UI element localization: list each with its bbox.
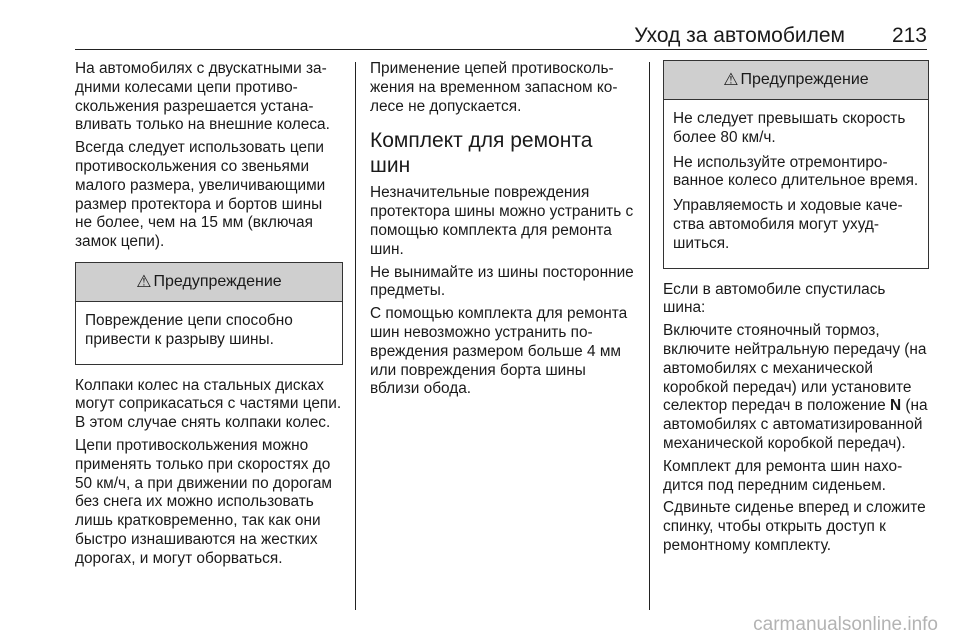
warning-box (75, 262, 343, 365)
warning-body (664, 100, 928, 268)
warning-label: Предупреждение (740, 70, 869, 88)
paragraph (663, 322, 929, 454)
warning-body (76, 302, 342, 364)
paragraph: С помощью комплекта для ремонта шин невозможно устранить повреждения размером больше 4 мм или повреждения борта шины вблизи обода. (370, 305, 628, 398)
watermark: carmanualsonline.info (753, 614, 938, 635)
header-rule (75, 49, 927, 50)
warning-box (663, 60, 929, 269)
warning-header (76, 263, 342, 302)
paragraph: Цепи противоскольжения можно применять только при скоростях до 50 км/ч, а при движении по дорогам без снега их можно использовать лишь кратковременно, так как они быстро изнашиваются на жестких дорогах, и могут оборваться. (75, 436, 332, 567)
paragraph: Комплект для ремонта шин находится под передним сиденьем. (663, 457, 903, 494)
paragraph: Применение цепей противоскольжения на временном запасном колесе не допускается. (370, 60, 618, 115)
column-divider (649, 62, 650, 610)
column-2 (370, 60, 636, 403)
paragraph: Всегда следует использовать цепи противоскольжения со звеньями малого размера, увеличивающими размер протектора и бортов шины не более, чем на 15 мм (включая замок цепи). (75, 139, 326, 251)
warning-text: Повреждение цепи способно привести к разрыву шины. (85, 311, 293, 348)
paragraph: Сдвиньте сиденье вперед и сложите спинку, чтобы открыть доступ к ремонтному комплекту. (663, 499, 926, 554)
text-run: Включите стояночный тормоз, включите нейтральную передачу (на автомобилях с механической коробкой передач) или установите селектор передач в положение (663, 322, 927, 415)
warning-text: Управляемость и ходовые качества автомобиля могут ухудшиться. (673, 197, 903, 252)
column-divider (355, 62, 356, 610)
warning-triangle-icon: ⚠ (723, 69, 739, 89)
paragraph: Если в автомобиле спустилась шина: (663, 280, 886, 317)
text-run: (на автомобилях с автоматизированной механической коробкой передач). (663, 397, 928, 452)
warning-text: Не используйте отремонтированное колесо длительное время. (673, 153, 919, 190)
page-header (75, 0, 927, 52)
gear-position-n: N (889, 397, 902, 415)
column-3 (663, 60, 929, 560)
warning-text: Не следует превышать скорость более 80 км/ч. (673, 110, 906, 146)
page-number: 213 (891, 24, 927, 47)
paragraph: На автомобилях с двускатными задними колесами цепи противоскольжения разрешается устанавливать только на внешние колеса. (75, 60, 330, 134)
warning-triangle-icon: ⚠ (136, 271, 152, 291)
paragraph: Не вынимайте из шины посторонние предметы. (370, 263, 634, 300)
warning-label: Предупреждение (153, 272, 282, 290)
paragraph: Колпаки колес на стальных дисках могут соприкасаться с частями цепи. В этом случае снять колпаки колес. (75, 376, 342, 432)
column-1 (75, 60, 343, 573)
page-title: Уход за автомобилем (634, 24, 845, 47)
paragraph: Незначительные повреждения протектора шины можно устранить с помощью комплекта для ремонта шин. (370, 184, 634, 258)
warning-header (664, 61, 928, 100)
section-heading: Комплект для ремонта шин (370, 129, 593, 178)
